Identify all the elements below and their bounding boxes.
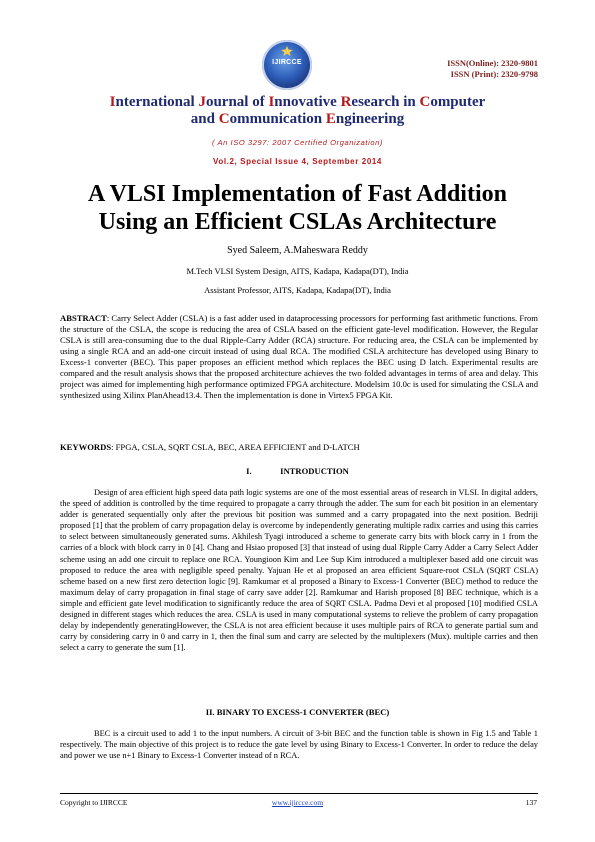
- footer-page-number: 137: [525, 798, 537, 807]
- logo-text: IJIRCCE: [272, 59, 302, 66]
- issn-print: ISSN (Print): 2320-9798: [450, 69, 538, 79]
- abstract-text: : Carry Select Adder (CSLA) is a fast adder used in dataprocessing processors for performing fast arithmetic functions. From the structure of the CSLA, the scope is reducing the area of CSLA based on the efficient gate-level modification. However, the Regular CSLA is still area-consuming due to the dual Ripple-Carry Adder (RCA) structure. For reducing area, the CSLA can be implemented by using a single RCA and an add-one circuit instead of using dual RCA. The modified CSLA architecture has developed using Binary to Excess-1 converter (BEC). This paper proposes an efficient method which replaces the BEC using D latch. Experimental results are compared and the result analysis shows that the proposed architecture achieves the two folded advantages in terms of area and delay. This project was aimed for implementing high performance optimized FPGA architecture. Modelsim 10.0c is used for simulating the CSLA and synthesized using Xilinx PlanAhead13.4. Then the implementation is done in Virtex5 FPGA Kit.: [60, 313, 538, 400]
- issn-block: [447, 58, 538, 80]
- journal-name: [0, 94, 595, 128]
- affiliation-1: M.Tech VLSI System Design, AITS, Kadapa, Kadapa(DT), India: [186, 266, 409, 276]
- section-title: INTRODUCTION: [280, 466, 349, 476]
- introduction-paragraph: Design of area efficient high speed data path logic systems are one of the most essential areas of research in VLSI. In digital adders, the speed of addition is controlled by the time required to propagate a carry through the adder. The sum for each bit position in an elementary adder is generated sequentially only after the previous bit position was summed and a carry propagated into the next position. Bedriji proposed [1] that the problem of carry propagation delay is overcome by independently generating multiple radix carries and using this carries to select between simultaneously generated sums. Akhilesh Tyagi introduced a scheme to generate carry bits with block carry in 1 from the carries of a block with block carry in 0 [4]. Chang and Hsiao proposed [3] that instead of using dual Ripple Carry Adder a Carry Select Adder scheme using an add one circuit to replace one RCA. Youngioon Kim and Lee Sup Kim introduced a multiplexer based add one circuit was proposed to reduce the area with negligible speed penalty. Yajuan He et al proposed an area efficient Square-root CSLA (SQRT CSLA) scheme based on a new first zero detection logic [9]. Ramkumar et al proposed a Binary to Excess-1 Converter (BEC) method to reduce the maximum delay of carry propagation in final stage of carry save adder [2]. Ramkumar and Harish proposed [8] BEC technique, which is a simple and efficient gate level modification to significantly reduce the area of SQRT CSLA. Padma Devi et al proposed [10] modified CSLA designed in different stages which reduces the area. CSLA is used in many computational systems to relieve the problem of carry propagation delay by independently generatingHowever, the CSLA is not area efficient because it uses multiple pairs of RCA to generate partial sum and carry by considering carry in 0 and carry in 1, then the final sum and carry are selected by the multiplexers (Mux). multiple carries and then select a carry to generate the sum [1].: [60, 488, 538, 653]
- bec-paragraph: BEC is a circuit used to add 1 to the input numbers. A circuit of 3-bit BEC and the function table is shown in Fig 1.5 and Table 1 respectively. The main objective of this project is to reduce the gate level by using Binary to Excess-1 Converter. In order to reduce the delay and power we use n+1 Binary to Excess-1 Converter instead of n RCA.: [60, 729, 538, 761]
- journal-logo: [262, 40, 312, 90]
- keywords-text: : FPGA, CSLA, SQRT CSLA, BEC, AREA EFFICIENT and D-LATCH: [111, 442, 360, 452]
- paper-title: [0, 180, 595, 236]
- section-heading-bec: II. BINARY TO EXCESS-1 CONVERTER (BEC): [205, 707, 390, 717]
- footer-divider: [60, 793, 538, 794]
- logo-emblem-icon: [280, 46, 294, 56]
- paper-title-line1: A VLSI Implementation of Fast Addition: [88, 181, 507, 207]
- certification-note: ( An ISO 3297: 2007 Certified Organization): [211, 138, 384, 147]
- footer-url-link[interactable]: www.ijircce.com: [271, 798, 324, 807]
- abstract: [60, 313, 538, 401]
- abstract-label: ABSTRACT: [60, 313, 107, 323]
- issn-online: ISSN(Online): 2320-9801: [447, 58, 538, 68]
- journal-name-line1: International Journal of Innovative Research in Computer: [109, 94, 486, 110]
- journal-name-line2: and Communication Engineering: [190, 111, 405, 127]
- authors: Syed Saleem, A.Maheswara Reddy: [227, 245, 368, 256]
- paper-title-line2: Using an Efficient CSLAs Architecture: [98, 209, 497, 235]
- section-number: I.: [246, 466, 252, 476]
- section-heading-introduction: [0, 466, 595, 476]
- keywords-label: KEYWORDS: [60, 442, 112, 452]
- affiliation-2: Assistant Professor, AITS, Kadapa, Kadapa(DT), India: [204, 285, 391, 295]
- volume-issue: Vol.2, Special Issue 4, September 2014: [213, 157, 382, 166]
- keywords: [60, 442, 538, 453]
- footer-copyright: Copyright to IJIRCCE: [60, 798, 128, 807]
